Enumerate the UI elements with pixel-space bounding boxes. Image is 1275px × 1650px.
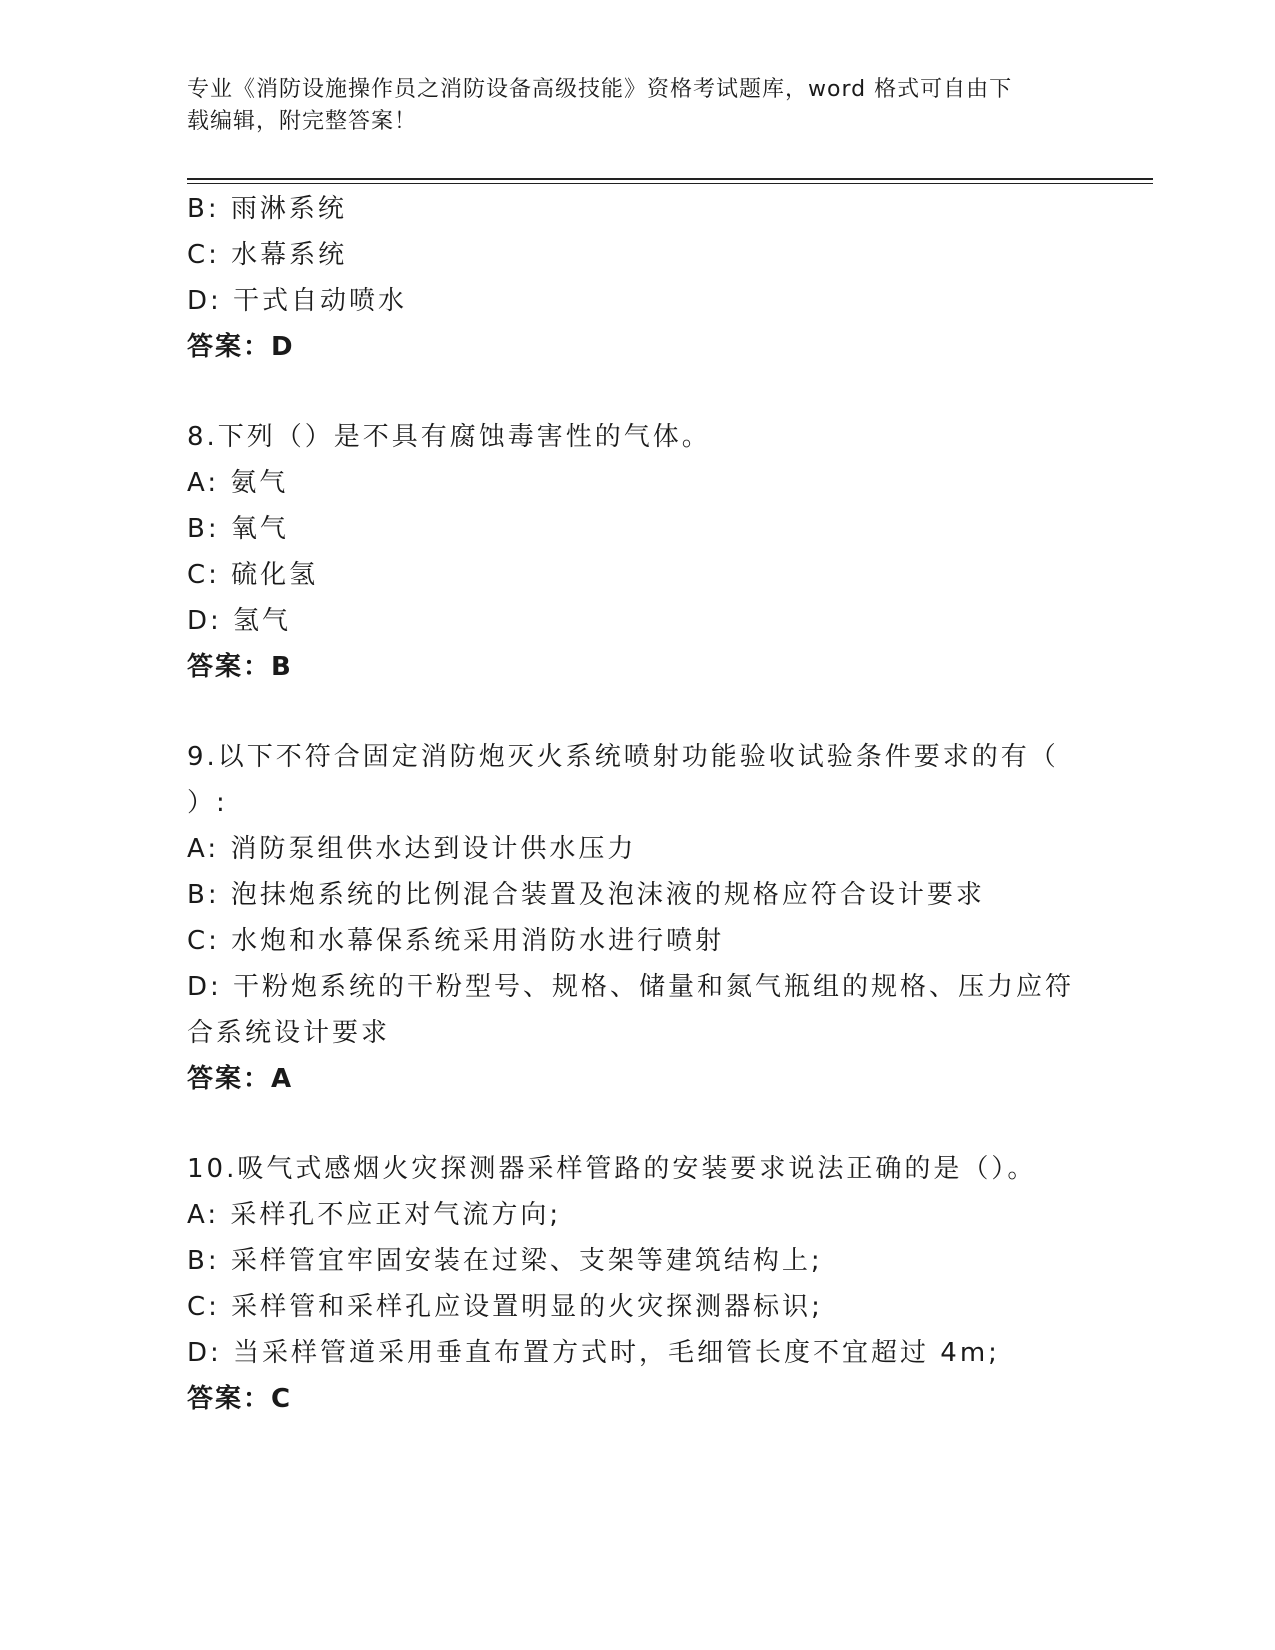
option-d: D: 干粉炮系统的干粉型号、规格、储量和氮气瓶组的规格、压力应符 <box>187 972 1075 1002</box>
option-b: B: 氧气 <box>187 514 289 544</box>
spacer <box>187 690 1087 734</box>
question-list <box>187 186 1087 1422</box>
option-d: D: 当采样管道采用垂直布置方式时，毛细管长度不宜超过 4m; <box>187 1338 1000 1368</box>
question-text-cont: ）: <box>187 788 228 818</box>
option-d-cont: 合系统设计要求 <box>187 1018 391 1048</box>
question-text: 9.以下不符合固定消防炮灭火系统喷射功能验收试验条件要求的有（ <box>187 742 1059 772</box>
option-c: C: 采样管和采样孔应设置明显的火灾探测器标识; <box>187 1292 823 1322</box>
header-divider-thin <box>187 183 1153 184</box>
header-line-2: 载编辑，附完整答案！ <box>187 109 418 134</box>
spacer <box>187 370 1087 414</box>
option-c: C: 硫化氢 <box>187 560 319 590</box>
option-b: B: 采样管宜牢固安装在过梁、支架等建筑结构上; <box>187 1246 823 1276</box>
option-b: B: 雨淋系统 <box>187 194 347 224</box>
header-line-1: 专业《消防设施操作员之消防设备高级技能》资格考试题库，word 格式可自由下 <box>187 77 1013 102</box>
option-a: A: 氨气 <box>187 468 289 498</box>
question-9 <box>187 734 1087 1102</box>
option-a: A: 采样孔不应正对气流方向; <box>187 1200 562 1230</box>
spacer <box>187 1102 1087 1146</box>
document-header <box>187 74 1067 138</box>
option-c: C: 水幕系统 <box>187 240 348 270</box>
answer: 答案：D <box>187 332 295 362</box>
header-divider-thick <box>187 178 1153 180</box>
question-8 <box>187 414 1087 690</box>
question-text: 8.下列（）是不具有腐蚀毒害性的气体。 <box>187 422 711 452</box>
question-7-tail <box>187 186 1087 370</box>
answer: 答案：C <box>187 1384 293 1414</box>
option-b: B: 泡抹炮系统的比例混合装置及泡沫液的规格应符合设计要求 <box>187 880 985 910</box>
option-c: C: 水炮和水幕保系统采用消防水进行喷射 <box>187 926 725 956</box>
question-10 <box>187 1146 1087 1422</box>
option-d: D: 干式自动喷水 <box>187 286 408 316</box>
answer: 答案：A <box>187 1064 294 1094</box>
question-text: 10.吸气式感烟火灾探测器采样管路的安装要求说法正确的是（）。 <box>187 1154 1037 1184</box>
answer: 答案：B <box>187 652 293 682</box>
option-d: D: 氢气 <box>187 606 292 636</box>
option-a: A: 消防泵组供水达到设计供水压力 <box>187 834 637 864</box>
